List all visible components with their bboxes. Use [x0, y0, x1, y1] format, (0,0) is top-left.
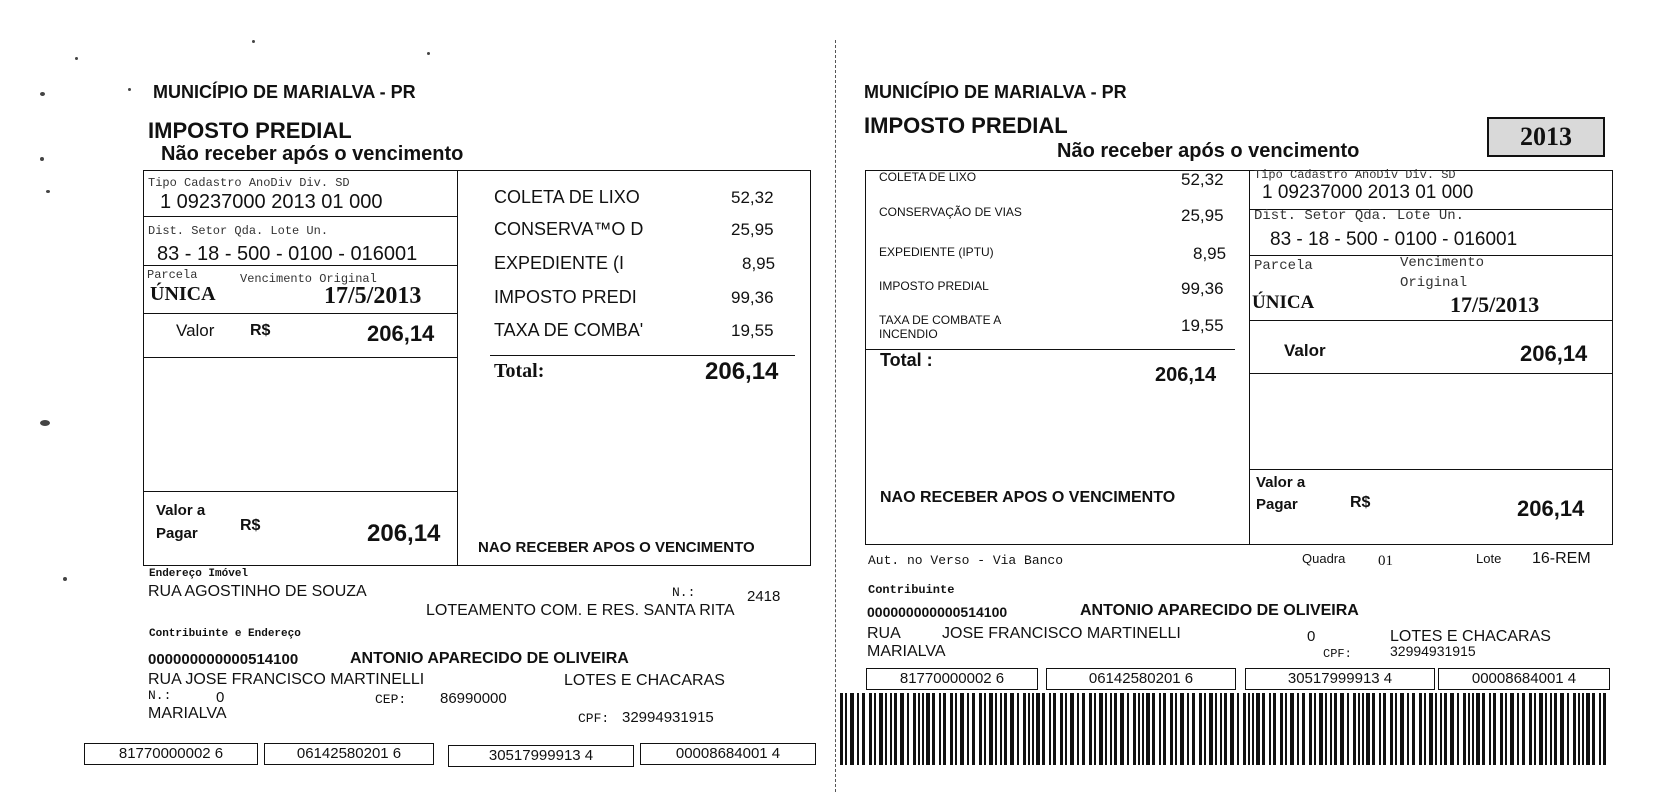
left-item-name: COLETA DE LIXO — [494, 187, 640, 207]
left-nao-receber: NAO RECEBER APOS O VENCIMENTO — [478, 539, 755, 556]
right-street-prefix: RUA — [867, 625, 901, 642]
right-item-value: 52,32 — [1181, 170, 1224, 189]
left-parcela-value: ÚNICA — [150, 283, 216, 305]
left-valor-currency: R$ — [250, 322, 271, 339]
left-contribuinte-street: RUA JOSE FRANCISCO MARTINELLI — [148, 671, 425, 688]
right-valor-pagar-value: 206,14 — [1517, 496, 1585, 521]
right-lote-label: Lote — [1476, 551, 1502, 566]
right-vencimento-label-2: Original — [1400, 275, 1468, 291]
right-quadra-value: 01 — [1378, 553, 1393, 569]
left-endereco-n-value: 2418 — [747, 588, 781, 605]
right-total-value: 206,14 — [1155, 364, 1217, 386]
scan-speck — [63, 577, 67, 581]
left-valor-pagar-currency: R$ — [240, 517, 261, 534]
left-contribuinte-name: ANTONIO APARECIDO DE OLIVEIRA — [350, 650, 629, 667]
left-vencimento-value: 17/5/2013 — [324, 283, 422, 309]
left-valor-pagar-value: 206,14 — [367, 520, 441, 547]
left-item-value: 99,36 — [731, 288, 774, 307]
left-contribuinte-label: Contribuinte e Endereço — [149, 628, 301, 640]
right-dist-value: 83 - 18 - 500 - 0100 - 016001 — [1270, 229, 1518, 250]
right-tipo-value: 1 09237000 2013 01 000 — [1262, 182, 1474, 203]
left-total-label: Total: — [494, 360, 545, 382]
left-cep-label: CEP: — [375, 692, 407, 707]
scan-speck — [40, 420, 50, 426]
left-city: MARIALVA — [148, 705, 227, 722]
right-item-value: 8,95 — [1193, 244, 1227, 263]
right-street: JOSE FRANCISCO MARTINELLI — [942, 625, 1181, 642]
right-contribuinte-label: Contribuinte — [868, 583, 955, 597]
left-endereco-n-label: N.: — [672, 585, 696, 600]
right-valor-pagar-currency: R$ — [1350, 494, 1371, 511]
left-total-value: 206,14 — [705, 358, 779, 385]
left-code-3: 30517999913 4 — [448, 745, 634, 767]
left-item-value: 19,55 — [731, 321, 774, 340]
right-valor-label: Valor — [1284, 341, 1326, 360]
left-valor-label: Valor — [176, 321, 215, 340]
right-valor-pagar-label-2: Pagar — [1256, 496, 1298, 513]
scan-speck — [128, 88, 131, 91]
right-item-name: EXPEDIENTE (IPTU) — [879, 245, 994, 259]
right-item-name: CONSERVAÇÃO DE VIAS — [879, 205, 1022, 219]
perforation-line — [835, 40, 836, 792]
left-code-4: 00008684001 4 — [640, 743, 816, 765]
left-endereco-street: RUA AGOSTINHO DE SOUZA — [148, 583, 367, 600]
left-dist-value: 83 - 18 - 500 - 0100 - 016001 — [157, 243, 418, 265]
left-item-value: 8,95 — [742, 254, 776, 273]
left-contribuinte-n-value: 0 — [216, 689, 225, 706]
year-badge: 2013 — [1487, 117, 1605, 157]
right-municipality: MUNICÍPIO DE MARIALVA - PR — [864, 82, 1127, 102]
right-item-name: TAXA DE COMBATE A — [879, 313, 1002, 327]
left-item-value: 25,95 — [731, 220, 774, 239]
right-cpf-value: 32994931915 — [1390, 643, 1476, 659]
right-nao-receber: NAO RECEBER APOS O VENCIMENTO — [880, 489, 1176, 506]
right-number: 0 — [1307, 628, 1316, 645]
right-parcela-value: ÚNICA — [1252, 292, 1315, 313]
left-cpf-label: CPF: — [578, 711, 610, 726]
left-dist-header: Dist. Setor Qda. Lote Un. — [148, 224, 329, 238]
right-item-value: 99,36 — [1181, 279, 1224, 298]
scan-speck — [40, 157, 44, 161]
left-warning: Não receber após o vencimento — [161, 143, 464, 165]
left-code-2: 06142580201 6 — [264, 743, 434, 765]
left-contribuinte-bairro: LOTES E CHACARAS — [564, 672, 725, 689]
right-lote-value: 16-REM — [1532, 550, 1591, 567]
left-contribuinte-id: 000000000000514100 — [148, 651, 299, 668]
right-item-value: 19,55 — [1181, 316, 1224, 335]
barcode — [840, 693, 1620, 765]
right-item-value: 25,95 — [1181, 206, 1224, 225]
right-item-name-line-2: INCENDIO — [879, 327, 938, 341]
scan-speck — [46, 190, 50, 193]
right-contribuinte-name: ANTONIO APARECIDO DE OLIVEIRA — [1080, 602, 1359, 619]
left-item-name: EXPEDIENTE (I — [494, 253, 625, 273]
left-vencimento-label: Vencimento Original — [240, 272, 377, 286]
right-item-name: IMPOSTO PREDIAL — [879, 279, 989, 293]
left-valor-value: 206,14 — [367, 321, 435, 346]
left-cpf-value: 32994931915 — [622, 709, 714, 726]
left-tax-title: IMPOSTO PREDIAL — [148, 118, 352, 143]
left-municipality: MUNICÍPIO DE MARIALVA - PR — [153, 82, 416, 102]
left-parcela-label: Parcela — [147, 268, 198, 282]
right-dist-header: Dist. Setor Qda. Lote Un. — [1254, 208, 1465, 224]
left-item-name: TAXA DE COMBA' — [494, 320, 644, 340]
left-endereco-loteamento: LOTEAMENTO COM. E RES. SANTA RITA — [426, 602, 735, 619]
right-column-divider — [1249, 170, 1250, 545]
left-endereco-label: Endereço Imóvel — [149, 568, 249, 580]
right-vencimento-value: 17/5/2013 — [1450, 292, 1540, 317]
right-tipo-header: Tipo Cadastro AnoDiv Div. SD — [1254, 168, 1456, 182]
right-code-2: 06142580201 6 — [1046, 668, 1236, 690]
left-cep-value: 86990000 — [440, 690, 507, 707]
scan-speck — [427, 52, 430, 55]
left-valor-pagar-label-2: Pagar — [156, 525, 198, 542]
right-tax-title: IMPOSTO PREDIAL — [864, 113, 1068, 138]
left-valor-pagar-label-1: Valor a — [156, 502, 206, 519]
right-cpf-label: CPF: — [1323, 647, 1352, 661]
left-item-name: IMPOSTO PREDI — [494, 287, 637, 307]
right-valor-value: 206,14 — [1520, 341, 1588, 366]
left-code-1: 81770000002 6 — [84, 743, 258, 765]
left-column-divider — [457, 170, 458, 566]
right-vencimento-label-1: Vencimento — [1400, 255, 1485, 271]
right-code-1: 81770000002 6 — [866, 668, 1038, 690]
left-item-value: 52,32 — [731, 188, 774, 207]
right-total-label: Total : — [880, 350, 933, 370]
scan-speck — [75, 57, 78, 60]
right-aut-verso: Aut. no Verso - Via Banco — [868, 553, 1064, 568]
right-bairro: LOTES E CHACARAS — [1390, 628, 1551, 645]
right-parcela-label: Parcela — [1254, 258, 1313, 274]
scan-speck — [40, 92, 45, 96]
right-city: MARIALVA — [867, 643, 946, 660]
left-item-name: CONSERVA™O D — [494, 219, 644, 239]
scan-speck — [252, 40, 255, 43]
right-quadra-label: Quadra — [1302, 551, 1346, 566]
right-contribuinte-id: 000000000000514100 — [867, 604, 1008, 620]
left-contribuinte-n-label: N.: — [148, 688, 172, 703]
right-code-4: 00008684001 4 — [1438, 668, 1610, 690]
right-item-name: COLETA DE LIXO — [879, 170, 977, 184]
left-tipo-header: Tipo Cadastro AnoDiv Div. SD — [148, 176, 350, 190]
right-warning: Não receber após o vencimento — [1057, 140, 1360, 162]
right-code-3: 30517999913 4 — [1245, 668, 1435, 690]
left-tipo-value: 1 09237000 2013 01 000 — [160, 191, 383, 213]
right-valor-pagar-label-1: Valor a — [1256, 474, 1306, 491]
